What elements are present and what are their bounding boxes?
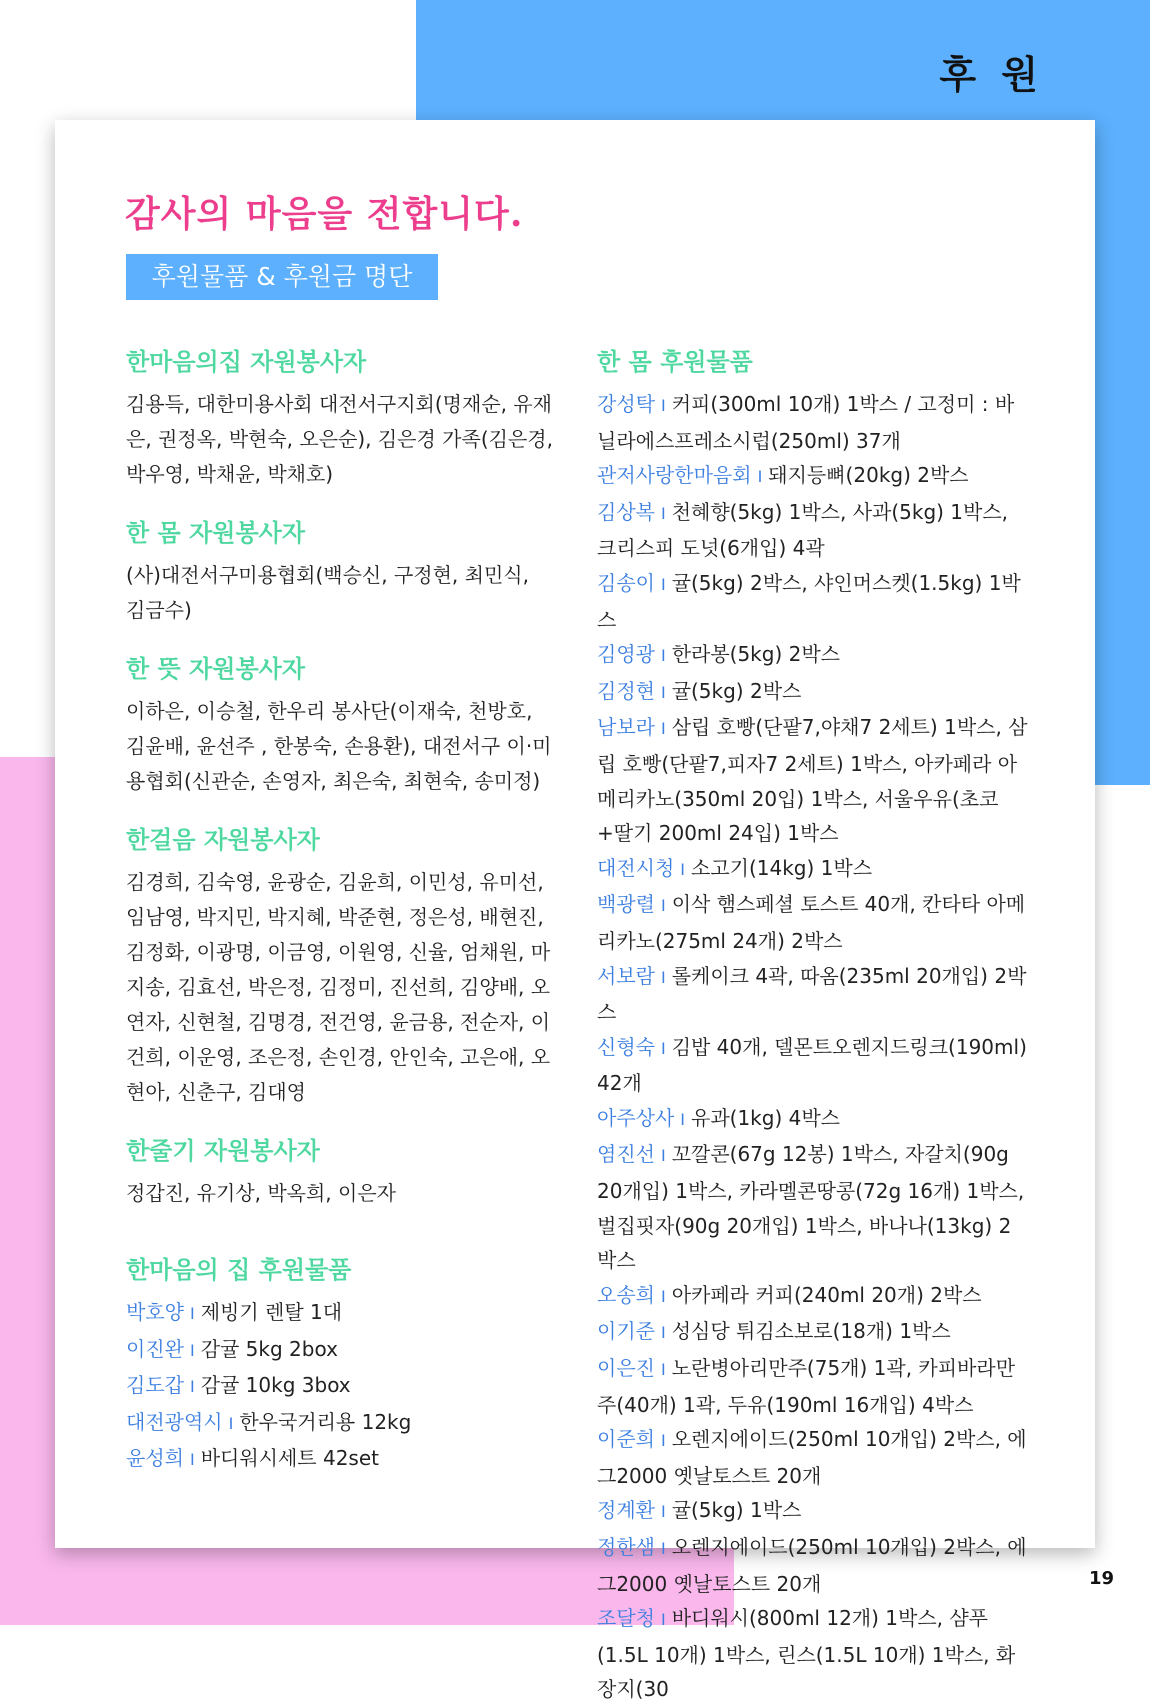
separator: I <box>189 1450 195 1470</box>
donor-name: 이진완 <box>126 1336 184 1361</box>
donation-entry <box>597 674 1029 711</box>
separator: I <box>757 467 763 487</box>
donation-entry <box>597 1351 1029 1422</box>
separator: I <box>660 967 666 987</box>
separator: I <box>660 503 666 523</box>
donation-entry <box>597 1278 1029 1315</box>
donor-name: 오송희 <box>597 1282 655 1307</box>
donation-item: 오렌지에이드(250ml 10개입) 2박스, 에그2000 옛날토스트 20개 <box>597 1427 1027 1488</box>
group-members: 김용득, 대한미용사회 대전서구지회(명재순, 유재은, 권정옥, 박현숙, 오은순), 김은경 가족(김은경, 박우영, 박채윤, 박채호) <box>126 392 553 486</box>
donation-entry <box>597 566 1029 637</box>
donation-item: 이삭 햄스페셜 토스트 40개, 칸타타 아메리카노(275ml 24개) 2박스 <box>597 892 1026 953</box>
donation-entry <box>126 1295 554 1332</box>
volunteer-group <box>126 1134 554 1211</box>
donation-item: 오렌지에이드(250ml 10개입) 2박스, 에그2000 옛날토스트 20개 <box>597 1535 1027 1596</box>
donation-item: 감귤 5kg 2box <box>200 1336 338 1361</box>
separator: I <box>660 1610 666 1630</box>
separator: I <box>189 1340 195 1360</box>
group-members: (사)대전서구미용협회(백승신, 구정현, 최민식, 김금수) <box>126 563 529 622</box>
donor-name: 김도갑 <box>126 1373 184 1398</box>
donor-name: 신형숙 <box>597 1034 655 1059</box>
donor-name: 남보라 <box>597 715 655 740</box>
group-title: 한줄기 자원봉사자 <box>126 1137 320 1165</box>
donation-item: 바디워시(800ml 12개) 1박스, 샴푸(1.5L 10개) 1박스, 린스(1.5L 10개) 1박스, 화장지(30 <box>597 1606 1016 1702</box>
separator: I <box>680 1109 685 1129</box>
donation-item: 유과(1kg) 4박스 <box>691 1105 840 1130</box>
separator: I <box>189 1304 195 1323</box>
separator: I <box>660 682 666 702</box>
donation-list <box>126 1295 554 1478</box>
group-members: 정갑진, 유기상, 박옥희, 이은자 <box>126 1181 396 1205</box>
donor-name: 이준희 <box>597 1427 655 1452</box>
donation-item: 귤(5kg) 2박스 <box>671 678 802 703</box>
separator: I <box>660 1286 666 1306</box>
donation-entry <box>126 1441 554 1478</box>
donor-name: 강성탁 <box>597 392 655 416</box>
donor-name: 염진선 <box>597 1142 655 1167</box>
separator: I <box>660 1038 666 1058</box>
donation-entry <box>597 1601 1029 1707</box>
donation-entry <box>126 1405 554 1442</box>
donation-item: 아카페라 커피(240ml 20개) 2박스 <box>671 1282 982 1307</box>
donor-name: 김영광 <box>597 642 655 667</box>
donor-name: 대전시청 <box>597 855 675 880</box>
donation-entry <box>597 458 1029 495</box>
donor-name: 이기준 <box>597 1319 655 1344</box>
volunteer-group <box>126 652 554 799</box>
separator: I <box>660 574 666 594</box>
donor-name: 김송이 <box>597 570 655 595</box>
donor-name: 정한샘 <box>597 1535 655 1559</box>
page-number: 19 <box>1088 1568 1114 1589</box>
donor-name: 정계환 <box>597 1498 655 1523</box>
donation-entry <box>126 1332 554 1369</box>
donation-entry <box>597 1314 1029 1351</box>
donation-item: 제빙기 렌탈 1대 <box>200 1300 343 1324</box>
separator: I <box>660 1360 666 1380</box>
donation-item: 노란병아리만주(75개) 1곽, 카피바라만주(40개) 1곽, 두유(190ml 16개입) 4박스 <box>597 1356 1016 1417</box>
donation-entry <box>597 710 1029 850</box>
donor-name: 이은진 <box>597 1356 655 1381</box>
group-title: 한 뜻 자원봉사자 <box>126 655 305 683</box>
section-label: 후 원 <box>939 53 1044 97</box>
volunteer-group <box>126 823 554 1110</box>
donation-item: 김밥 40개, 델몬트오렌지드링크(190ml) 42개 <box>597 1034 1027 1096</box>
separator: I <box>660 1146 666 1166</box>
separator: I <box>189 1377 195 1397</box>
donation-entry <box>597 1030 1029 1101</box>
donation-entry <box>597 959 1029 1030</box>
left-column <box>126 345 554 1478</box>
donation-list <box>597 387 1029 1707</box>
donation-entry <box>597 495 1029 566</box>
separator: I <box>660 719 666 739</box>
donor-name: 아주상사 <box>597 1105 675 1130</box>
volunteer-group <box>126 345 554 492</box>
separator: I <box>660 646 666 666</box>
group-title: 한마음의집 자원봉사자 <box>126 348 367 376</box>
donation-item: 돼지등뼈(20kg) 2박스 <box>768 463 969 488</box>
donation-item: 감귤 10kg 3box <box>200 1373 351 1398</box>
donation-entry <box>597 387 1029 458</box>
separator: I <box>660 1539 666 1558</box>
separator: I <box>660 1431 666 1451</box>
donation-entry <box>597 1137 1029 1277</box>
donation-item: 천혜향(5kg) 1박스, 사과(5kg) 1박스, 크리스피 도넛(6개입) 4곽 <box>597 499 1009 561</box>
separator: I <box>660 1323 666 1343</box>
donation-item: 커피(300ml 10개) 1박스 / 고정미 : 바닐라에스프레소시럽(250ml) 37개 <box>597 392 1015 453</box>
donation-entry <box>597 1422 1029 1493</box>
donation-entry <box>597 1530 1029 1601</box>
donor-name: 조달청 <box>597 1606 655 1631</box>
separator: I <box>660 1502 666 1522</box>
donor-name: 관저사랑한마음회 <box>597 463 752 488</box>
donor-name: 대전광역시 <box>126 1409 223 1434</box>
donation-item: 삼립 호빵(단팥7,야채7 2세트) 1박스, 삼립 호빵(단팥7,피자7 2세트) 1박스, 아카페라 아메리카노(350ml 20입) 1박스, 서울우유(초코+딸기 200ml 24입) 1박스 <box>597 715 1028 846</box>
separator: I <box>660 896 666 916</box>
donation-item: 꼬깔콘(67g 12봉) 1박스, 자갈치(90g 20개입) 1박스, 카라멜콘땅콩(72g 16개) 1박스, 벌집핏자(90g 20개입) 1박스, 바나나(13kg) 2박스 <box>597 1142 1025 1273</box>
group-title: 한걸음 자원봉사자 <box>126 826 320 854</box>
donation-entry <box>597 887 1029 958</box>
separator: I <box>680 859 685 879</box>
donor-name: 서보람 <box>597 963 655 988</box>
donation-entry <box>126 1368 554 1405</box>
donation-item: 귤(5kg) 1박스 <box>671 1498 802 1523</box>
donation-entry <box>597 851 1029 888</box>
right-column <box>597 345 1029 1707</box>
headline: 감사의 마음을 전합니다. <box>125 193 524 235</box>
donor-name: 백광렬 <box>597 892 655 917</box>
separator: I <box>228 1413 234 1433</box>
donation-entry <box>597 1101 1029 1138</box>
donation-item: 성심당 튀김소보로(18개) 1박스 <box>671 1319 951 1344</box>
group-members: 이하은, 이승철, 한우리 봉사단(이재숙, 천방호, 김윤배, 윤선주 , 한봉숙, 손용환), 대전서구 이·미용협회(신관순, 손영자, 최은숙, 최현숙, 송미정) <box>126 699 552 793</box>
group-members: 김경희, 김숙영, 윤광순, 김윤희, 이민성, 유미선, 임남영, 박지민, 박지혜, 박준현, 정은성, 배현진, 김정화, 이광명, 이금영, 이원영, 신율, 엄채원, 마지송, 김효선, 박은정, 김정미, 진선희, 김양배, 오연자, 신현철, 김명경, 전건영, 윤금용, 전순자, 이건희, 이운영, 조은정, 손인경, 안인숙, 고은애, 오현아, 신춘구, 김대영 <box>126 870 551 1104</box>
donation-item: 롤케이크 4곽, 따옴(235ml 20개입) 2박스 <box>597 963 1027 1025</box>
volunteer-group <box>126 516 554 628</box>
donation-item: 소고기(14kg) 1박스 <box>691 855 873 880</box>
donation-item: 한우국거리용 12kg <box>239 1409 412 1434</box>
donation-item: 바디워시세트 42set <box>200 1446 379 1471</box>
donation-item: 귤(5kg) 2박스, 샤인머스켓(1.5kg) 1박스 <box>597 570 1021 632</box>
donor-name: 박호양 <box>126 1300 184 1324</box>
donor-name: 김정현 <box>597 678 655 703</box>
donation-entry <box>597 637 1029 674</box>
group-title: 한 몸 자원봉사자 <box>126 519 305 547</box>
donor-name: 윤성희 <box>126 1446 184 1471</box>
donation-item: 한라봉(5kg) 2박스 <box>671 642 840 667</box>
content-card <box>55 120 1095 1702</box>
separator: I <box>660 396 666 415</box>
donation-items-title: 한 몸 후원물품 <box>597 348 753 376</box>
donor-name: 김상복 <box>597 499 655 524</box>
donation-entry <box>597 1493 1029 1530</box>
subhead-banner: 후원물품 & 후원금 명단 <box>126 254 438 300</box>
donation-items-title: 한마음의 집 후원물품 <box>126 1256 352 1284</box>
